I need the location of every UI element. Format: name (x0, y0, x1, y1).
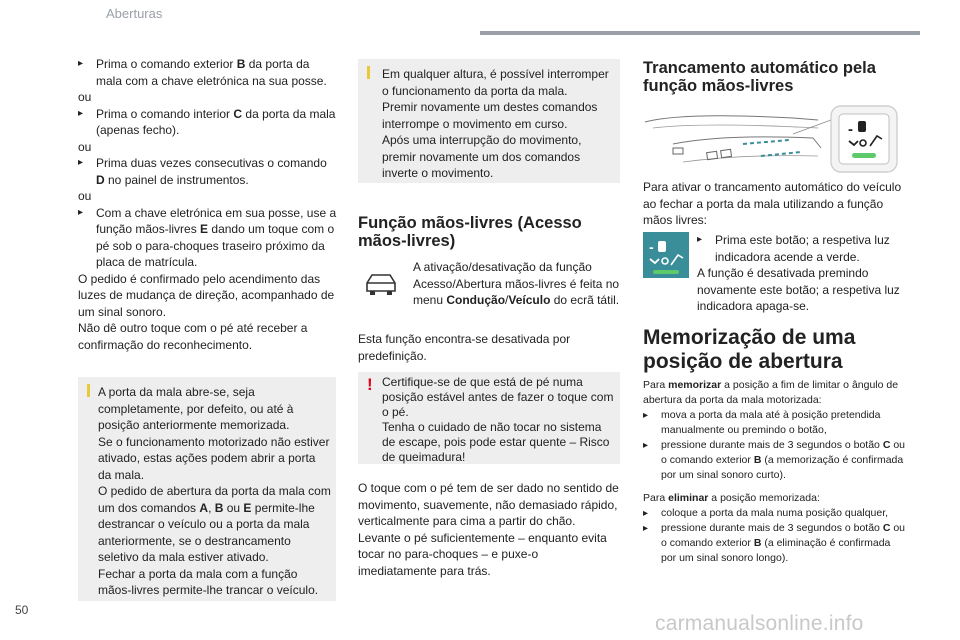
section-title: Aberturas (106, 6, 163, 21)
note-paragraph: Premir novamente um destes comandos interrompe o movimento em curso. (382, 100, 598, 131)
paragraph: A ativação/desativação da função Acesso/Abertura mãos-livres é feita no menu Condução/Veículo do ecrã tátil. (413, 260, 620, 307)
note-paragraph: A porta da mala abre-se, seja completamente, por defeito, ou até à posição anteriormente memorizada. (98, 385, 294, 432)
paragraph: Esta função encontra-se desativada por predefinição. (358, 332, 571, 363)
bullet-icon: ▸ (643, 410, 649, 421)
note-paragraph: O pedido de abertura da porta da mala com um dos comandos A, B ou E permite-lhe destrancar o veículo ou a porta da mala anteriormente, se o destrancamento seletivo da mala estiver ativado. (98, 484, 331, 564)
or-label: ou (78, 90, 92, 104)
list-item: ▸ pressione durante mais de 3 segundos o botão C ou o comando exterior B (a memorização é confirmada por um sinal sonoro curto). (643, 439, 906, 481)
handsfree-lock-button-icon (643, 232, 689, 278)
car-icon (364, 270, 398, 301)
warning-note (358, 372, 620, 464)
bullet-icon: ▸ (643, 440, 649, 451)
page-number: 50 (15, 603, 29, 617)
memorize-section (643, 378, 908, 566)
bullet-icon: ▸ (643, 508, 649, 519)
paragraph: Para memorizar a posição a fim de limitar o ângulo de abertura da porta da mala motorizada: (643, 379, 899, 406)
header-rule (480, 31, 920, 35)
bullet-icon: ▸ (697, 234, 703, 245)
bullet-icon: ▸ (78, 58, 84, 69)
paragraph: Não dê outro toque com o pé até receber a confirmação do reconhecimento. (78, 321, 308, 352)
info-note (358, 59, 620, 183)
list-item: ▸ pressione durante mais de 3 segundos o botão C ou o comando exterior B (a eliminação é confirmada por um sinal sonoro longo). (643, 522, 906, 564)
bullet-icon: ▸ (643, 523, 649, 534)
section-heading: Trancamento automático pela função mãos-livres (643, 59, 876, 95)
paragraph: O toque com o pé tem de ser dado no sentido de movimento, suavemente, não demasiado rápido, verticalmente para cima a partir do chão. Levante o pé suficientemente – enquanto evita tocar no para-choques – e puxe-o imediatamente para trás. (358, 481, 619, 578)
note-paragraph: Após uma interrupção do movimento, premir novamente um dos comandos inverte o movimento. (382, 133, 582, 180)
paragraph: Para eliminar a posição memorizada: (643, 492, 820, 504)
watermark: carmanualsonline.info (655, 612, 864, 635)
list-item: ▸ Com a chave eletrónica em sua posse, use a função mãos-livres E dando um toque com o pé sob o para-choques traseiro próximo da placa de matrícula. (78, 205, 337, 269)
bullet-icon: ▸ (78, 107, 84, 119)
section-heading: Função mãos-livres (Acesso mãos-livres) (358, 214, 582, 250)
warning-text: Certifique-se de que está de pé numa posição estável antes de fazer o toque com o pé. Tenha o cuidado de não tocar no sistema de escape, pois pode estar quente – Risco de queimadura! (382, 375, 614, 464)
paragraph: Para ativar o trancamento automático do veículo ao fechar a porta da mala utilizando a função mãos livres: (643, 180, 902, 227)
paragraph: O pedido é confirmado pelo acendimento das luzes de mudança de direção, acompanhado de um sinal sonoro. (78, 271, 335, 319)
bullet-icon: ▸ (78, 157, 84, 168)
list-item: ▸ mova a porta da mala até à posição pretendida manualmente ou premindo o botão, (643, 409, 881, 436)
list-item: ▸ Prima o comando interior C da porta da mala (apenas fecho). (78, 106, 336, 137)
list-item: ▸ Prima duas vezes consecutivas o comando D no painel de instrumentos. (78, 156, 327, 187)
list-item: ▸ coloque a porta da mala numa posição qualquer, (643, 507, 889, 519)
list-item: ▸ Prima este botão; a respetiva luz indicadora acende a verde. A função é desativada premindo novamente este botão; a respetiva luz indicadora apaga-se. (697, 232, 903, 315)
note-marker (367, 66, 370, 79)
or-label: ou (78, 139, 92, 154)
info-note (78, 377, 336, 601)
svg-text:-: - (649, 239, 654, 255)
or-label: ou (78, 189, 92, 203)
note-paragraph: Se o funcionamento motorizado não estiver ativado, estas ações podem abrir a porta da mala. (98, 434, 330, 482)
list-item: ▸ Prima o comando exterior B da porta da mala com a chave eletrónica na sua posse. (78, 57, 327, 88)
tailgate-illustration (643, 104, 903, 174)
column-1 (78, 56, 338, 353)
svg-text:-: - (848, 121, 853, 138)
warning-icon: ! (367, 375, 373, 394)
bullet-icon: ▸ (78, 206, 84, 218)
paragraph: A função é desativada premindo novamente este botão; a respetiva luz indicadora apaga-se. (697, 266, 900, 313)
note-paragraph: Em qualquer altura, é possível interromper o funcionamento da porta da mala. (382, 67, 609, 98)
section-heading: Memorização de uma posição de abertura (643, 326, 856, 373)
note-paragraph: Fechar a porta da mala com a função mãos-livres permite-lhe trancar o veículo. (98, 566, 319, 597)
note-marker (87, 384, 90, 397)
